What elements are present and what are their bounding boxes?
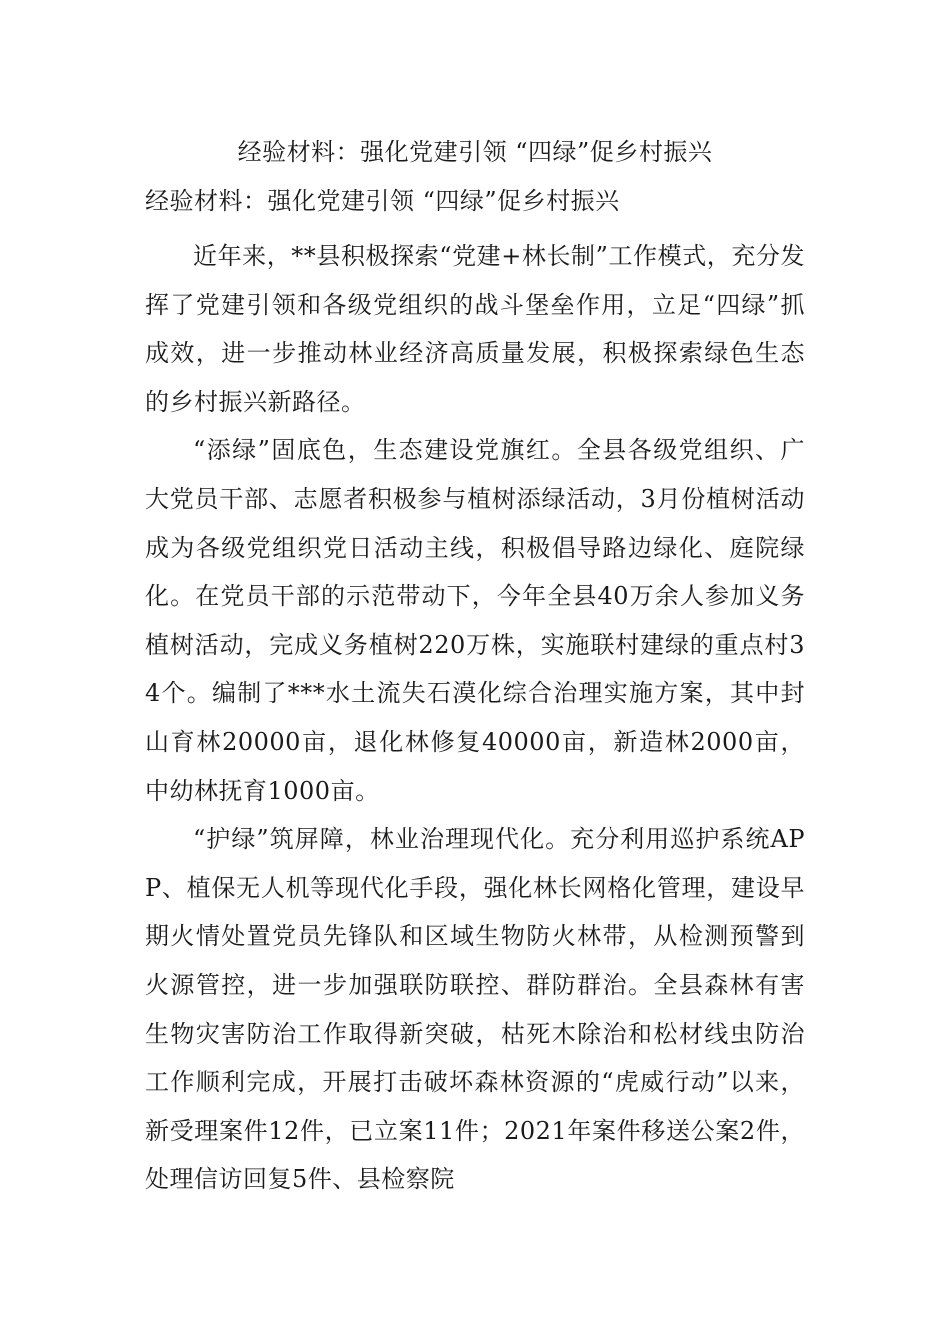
paragraph-add-green: “添绿”固底色，生态建设党旗红。全县各级党组织、广大党员干部、志愿者积极参与植树添绿活动，3月份植树活动成为各级党组织党日活动主线，积极倡导路边绿化、庭院绿化。在党员干部的示范带动下，今年全县40万余人参加义务植树活动，完成义务植树220万株，实施联村建绿的重点村34个。编制了***水土流失石漠化综合治理实施方案，其中封山育林20000亩，退化林修复40000亩，新造林2000亩，中幼林抚育1000亩。 (145, 436, 805, 805)
document-title-centered: 经验材料：强化党建引领 “四绿”促乡村振兴 (237, 138, 713, 166)
document-title-left: 经验材料：强化党建引领 “四绿”促乡村振兴 (145, 187, 620, 215)
paragraph-intro: 近年来，**县积极探索“党建+林长制”工作模式，充分发挥了党建引领和各级党组织的战斗堡垒作用，立足“四绿”抓成效，进一步推动林业经济高质量发展，积极探索绿色生态的乡村振兴新路径。 (145, 242, 805, 416)
paragraph-protect-green: “护绿”筑屏障，林业治理现代化。充分利用巡护系统APP、植保无人机等现代化手段，强化林长网格化管理，建设早期火情处置党员先锋队和区域生物防火林带，从检测预警到火源管控，进一步加强联防联控、群防群治。全县森林有害生物灾害防治工作取得新突破，枯死木除治和松材线虫防治工作顺利完成，开展打击破坏森林资源的“虎威行动”以来，新受理案件12件，已立案11件；2021年案件移送公案2件，处理信访回复5件、县检察院 (145, 825, 805, 1194)
document-body (145, 232, 805, 1204)
